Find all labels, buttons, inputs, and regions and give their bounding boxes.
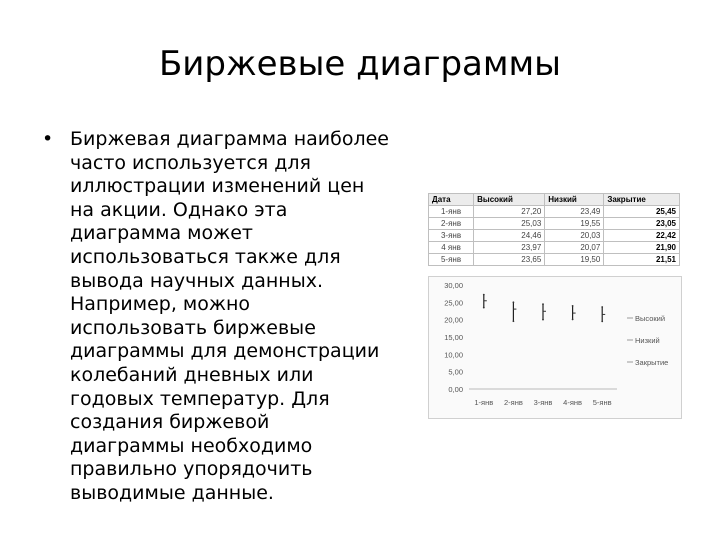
table-cell: 25,45	[604, 206, 680, 218]
legend-entry: Низкий	[635, 336, 660, 345]
table-cell: 4 янв	[429, 242, 474, 254]
stock-chart-svg	[429, 277, 681, 418]
y-tick-label: 30,00	[444, 281, 463, 290]
bullet-point	[42, 128, 422, 506]
x-tick-label: 5-янв	[592, 398, 612, 407]
table-row	[429, 254, 680, 266]
table-header-row	[429, 194, 680, 206]
low-point	[542, 319, 544, 321]
y-tick-label: 5,00	[448, 367, 463, 377]
table-cell: 1-янв	[429, 206, 474, 218]
high-point	[483, 294, 485, 296]
legend-entry: Закрытие	[635, 358, 669, 367]
table-cell: 21,51	[604, 254, 680, 266]
table-cell: 3-янв	[429, 230, 474, 242]
stock-chart	[428, 276, 682, 419]
table-header: Низкий	[545, 194, 604, 206]
table-cell: 25,03	[474, 218, 545, 230]
table-cell: 27,20	[474, 206, 545, 218]
table-cell: 21,90	[604, 242, 680, 254]
x-tick-label: 2-янв	[503, 398, 523, 407]
table-row	[429, 242, 680, 254]
table-cell: 23,05	[604, 218, 680, 230]
low-point	[601, 321, 603, 323]
x-tick-label: 1-янв	[474, 398, 494, 407]
slide-title: Биржевые диаграммы	[158, 44, 562, 84]
legend-entry: Высокий	[635, 314, 666, 323]
low-point	[513, 320, 515, 322]
stock-data-table	[428, 193, 680, 266]
table-cell: 20,03	[545, 230, 604, 242]
bullet-symbol: •	[42, 128, 54, 150]
high-point	[601, 306, 603, 308]
table-header: Высокий	[474, 194, 545, 206]
table-cell: 20,07	[545, 242, 604, 254]
table-header: Дата	[429, 194, 474, 206]
y-tick-label: 20,00	[444, 315, 463, 325]
table-cell: 2-янв	[429, 218, 474, 230]
table-row	[429, 218, 680, 230]
y-tick-label: 10,00	[444, 350, 463, 360]
table-cell: 22,42	[604, 230, 680, 242]
low-point	[483, 307, 485, 309]
table-cell: 24,46	[474, 230, 545, 242]
table-row	[429, 206, 680, 218]
y-tick-label: 0,00	[448, 385, 463, 394]
high-point	[542, 303, 544, 305]
table-cell: 19,55	[545, 218, 604, 230]
high-point	[572, 305, 574, 307]
table-cell: 19,50	[545, 254, 604, 266]
stock-figure	[428, 193, 680, 423]
y-tick-label: 15,00	[444, 333, 463, 342]
table-cell: 23,65	[474, 254, 545, 266]
table-row	[429, 230, 680, 242]
high-point	[513, 301, 515, 303]
table-cell: 23,49	[545, 206, 604, 218]
y-tick-label: 25,00	[444, 298, 463, 308]
table-header: Закрытие	[604, 194, 680, 206]
x-tick-label: 3-янв	[533, 398, 553, 407]
table-cell: 5-янв	[429, 254, 474, 266]
x-tick-label: 4-янв	[563, 398, 583, 407]
low-point	[572, 319, 574, 321]
table-cell: 23,97	[474, 242, 545, 254]
bullet-text: Биржевая диаграмма наиболее часто используется для иллюстрации изменений цен на акции. Однако эта диаграмма может использоваться также для вывода научных данных. Например, можно использовать биржевые диаграммы для демонстрации колебаний дневных или годовых температур. Для создания биржевой диаграммы необходимо правильно упорядочить выводимые данные.	[70, 128, 390, 504]
